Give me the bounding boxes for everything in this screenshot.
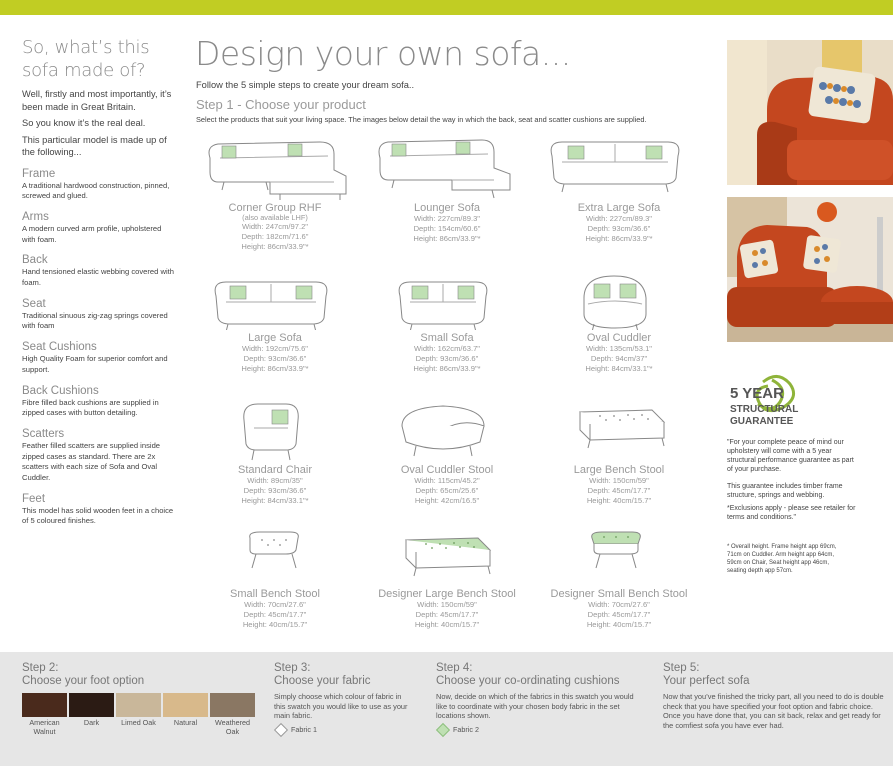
product-depth: Depth: 94cm/37" bbox=[590, 354, 648, 363]
product-width: Width: 70cm/27.6" bbox=[244, 600, 306, 609]
foot-option[interactable] bbox=[210, 693, 255, 736]
product-name: Lounger Sofa bbox=[413, 202, 481, 214]
wood-swatch bbox=[69, 693, 114, 717]
product-height: Height: 40cm/15.7" bbox=[586, 620, 652, 629]
product-height: Height: 86cm/33.9"* bbox=[241, 242, 309, 251]
product-name: Large Bench Stool bbox=[573, 464, 665, 476]
product-note: (also available LHF) bbox=[242, 213, 308, 222]
product-card[interactable] bbox=[190, 128, 360, 252]
guarantee-exclusions: *Exclusions apply - please see retailer for terms and conditions." bbox=[727, 505, 856, 522]
foot-option-label: Limed Oak bbox=[121, 718, 156, 727]
step1-description: Select the products that suit your living space. The images below detail the way in which the back, seat and scatter cushions are supplied. bbox=[196, 115, 647, 124]
corner-sofa-icon bbox=[195, 128, 355, 200]
product-depth: Depth: 154cm/60.6" bbox=[413, 224, 481, 233]
step5-title: Step 5: bbox=[663, 662, 700, 674]
steps-footer bbox=[0, 652, 893, 766]
product-card[interactable] bbox=[362, 268, 532, 374]
wood-swatch bbox=[163, 693, 208, 717]
material-section-title: Scatters bbox=[22, 427, 65, 440]
material-section-body: This model has solid wooden feet in a choice of 5 coloured finishes. bbox=[22, 505, 174, 526]
wood-swatch bbox=[22, 693, 67, 717]
product-width: Width: 70cm/27.6" bbox=[588, 600, 650, 609]
product-card[interactable] bbox=[190, 268, 360, 374]
wood-swatch bbox=[210, 693, 255, 717]
guarantee-structural-text: STRUCTURAL bbox=[730, 404, 799, 415]
product-depth: Depth: 65cm/25.6" bbox=[415, 486, 479, 495]
product-width: Width: 150cm/59" bbox=[417, 600, 477, 609]
material-section-body: High Quality Foam for superior comfort and support. bbox=[22, 354, 168, 374]
extra-large-sofa-icon bbox=[539, 128, 699, 200]
foot-option[interactable] bbox=[116, 693, 161, 736]
product-card[interactable] bbox=[534, 268, 704, 374]
material-section-body: Feather filled scatters are supplied inside zipped cases as standard. There are 2x scatters with each size of Sofa and Oval Cuddler. bbox=[22, 440, 161, 483]
step4-block bbox=[436, 662, 636, 735]
product-depth: Depth: 93cm/36.6" bbox=[587, 224, 651, 233]
designer-small-bench-stool-icon bbox=[539, 524, 699, 586]
product-card[interactable] bbox=[362, 396, 532, 506]
fabric1-option[interactable] bbox=[274, 725, 414, 735]
product-width: Width: 227cm/89.3" bbox=[585, 214, 652, 223]
large-sofa-icon bbox=[195, 268, 355, 330]
materials-column bbox=[22, 36, 174, 527]
product-name: Extra Large Sofa bbox=[577, 202, 661, 214]
product-height: Height: 40cm/15.7" bbox=[586, 496, 652, 505]
product-depth: Depth: 45cm/17.7" bbox=[587, 610, 651, 619]
material-section-title: Feet bbox=[22, 492, 46, 505]
product-width: Width: 247cm/97.2" bbox=[241, 222, 308, 231]
foot-option-label: Weathered Oak bbox=[214, 718, 251, 736]
material-section-title: Seat Cushions bbox=[22, 341, 97, 354]
intro-text: This particular model is made up of the following... bbox=[22, 134, 167, 157]
oval-cuddler-icon bbox=[539, 268, 699, 330]
product-height: Height: 84cm/33.1"* bbox=[241, 496, 309, 505]
material-section-title: Seat bbox=[22, 297, 46, 310]
oval-stool-icon bbox=[367, 396, 527, 462]
product-name: Corner Group RHF bbox=[228, 202, 322, 214]
foot-option-label: American Walnut bbox=[29, 718, 60, 736]
wood-swatch bbox=[116, 693, 161, 717]
product-height: Height: 86cm/33.9"* bbox=[413, 364, 481, 373]
step3-title: Step 3: bbox=[274, 662, 311, 674]
step5-block bbox=[663, 662, 885, 730]
step4-subtitle: Choose your co-ordinating cushions bbox=[436, 675, 620, 687]
small-bench-stool-icon bbox=[195, 524, 355, 586]
product-card[interactable] bbox=[534, 524, 704, 630]
materials-heading: So, what’s this sofa made of? bbox=[22, 37, 150, 81]
material-section-title: Back bbox=[22, 254, 48, 267]
product-depth: Depth: 93cm/36.6" bbox=[243, 486, 307, 495]
material-section-body: Traditional sinuous zig-zag springs covered with foam bbox=[22, 310, 168, 331]
guarantee-text: This guarantee includes timber frame structure, springs and webbing. bbox=[727, 483, 843, 500]
foot-option-label: Dark bbox=[83, 718, 100, 727]
product-name: Large Sofa bbox=[248, 332, 302, 344]
guarantee-guarantee-text: GUARANTEE bbox=[730, 416, 794, 427]
product-height: Height: 84cm/33.1"* bbox=[585, 364, 653, 373]
lounger-sofa-icon bbox=[367, 128, 527, 200]
product-depth: Depth: 45cm/17.7" bbox=[243, 610, 307, 619]
product-name: Designer Large Bench Stool bbox=[378, 588, 516, 600]
product-card[interactable] bbox=[534, 396, 704, 506]
step3-block bbox=[274, 662, 414, 735]
designer-large-bench-stool-icon bbox=[367, 524, 527, 586]
product-name: Oval Cuddler bbox=[586, 332, 652, 344]
product-height: Height: 40cm/15.7" bbox=[414, 620, 480, 629]
material-section-body: A modern curved arm profile, upholstered with foam. bbox=[22, 223, 162, 244]
step2-title: Step 2: bbox=[22, 662, 59, 674]
foot-option-label: Natural bbox=[173, 718, 198, 727]
product-height: Height: 42cm/16.5" bbox=[414, 496, 480, 505]
product-depth: Depth: 182cm/71.6" bbox=[241, 232, 309, 241]
product-depth: Depth: 45cm/17.7" bbox=[587, 486, 651, 495]
fabric2-option[interactable] bbox=[436, 725, 636, 735]
small-sofa-icon bbox=[367, 268, 527, 330]
sofa-photo bbox=[727, 40, 893, 185]
product-card[interactable] bbox=[534, 128, 704, 244]
guarantee-years-text: 5 YEAR bbox=[730, 385, 784, 402]
intro-text: Well, firstly and most importantly, it’s been made in Great Britain. bbox=[22, 89, 172, 112]
product-width: Width: 227cm/89.3" bbox=[413, 214, 480, 223]
height-footnote: * Overall height. Frame height app 69cm, 71cm on Cuddler. Arm height app 64cm, 59cm on Chair, Seat height app 46cm, seating depth app 57cm. bbox=[727, 544, 837, 574]
step5-description: Now that you’ve finished the tricky part, all you need to do is double check that you have specified your foot option and fabric choice. Once you have done that, you can sit back, relax and get ready for the comfiest sofa you have ever had. bbox=[663, 692, 884, 730]
fabric2-label: Fabric 2 bbox=[453, 725, 479, 734]
product-name: Small Bench Stool bbox=[230, 588, 320, 600]
large-bench-stool-icon bbox=[539, 396, 699, 462]
product-height: Height: 86cm/33.9"* bbox=[241, 364, 309, 373]
product-width: Width: 192cm/75.6" bbox=[241, 344, 308, 353]
standard-chair-icon bbox=[195, 396, 355, 462]
step3-description: Simply choose which colour of fabric in this swatch you would like to use as your main fabric. bbox=[274, 692, 408, 720]
material-section-body: A traditional hardwood construction, pinned, screwed and glued. bbox=[22, 180, 170, 201]
step1-heading: Step 1 - Choose your product bbox=[196, 97, 366, 112]
step4-description: Now, decide on which of the fabrics in this swatch you would like to coordinate with your chosen body fabric in the set locations shown. bbox=[436, 692, 634, 720]
product-name: Oval Cuddler Stool bbox=[400, 464, 494, 476]
product-name: Small Sofa bbox=[420, 332, 474, 344]
product-card[interactable] bbox=[190, 396, 360, 506]
product-height: Height: 40cm/15.7" bbox=[242, 620, 308, 629]
material-section-title: Back Cushions bbox=[22, 384, 99, 397]
material-section-body: Hand tensioned elastic webbing covered with foam. bbox=[22, 267, 174, 288]
product-height: Height: 86cm/33.9"* bbox=[585, 234, 653, 243]
page-title: Design your own sofa... bbox=[195, 34, 571, 73]
product-width: Width: 162cm/63.7" bbox=[413, 344, 480, 353]
product-width: Width: 89cm/35" bbox=[247, 476, 303, 485]
product-width: Width: 135cm/53.1" bbox=[585, 344, 652, 353]
page-subtitle: Follow the 5 simple steps to create your dream sofa.. bbox=[196, 80, 415, 90]
material-section-title: Frame bbox=[22, 167, 56, 180]
product-depth: Depth: 93cm/36.6" bbox=[243, 354, 307, 363]
product-card[interactable] bbox=[190, 524, 360, 630]
product-depth: Depth: 45cm/17.7" bbox=[415, 610, 479, 619]
product-card[interactable] bbox=[362, 524, 532, 630]
material-section-body: Fibre filled back cushions are supplied in zipped cases with button detailing. bbox=[22, 397, 159, 418]
material-section-title: Arms bbox=[22, 210, 49, 223]
foot-option[interactable] bbox=[163, 693, 208, 736]
product-card[interactable] bbox=[362, 128, 532, 244]
step2-subtitle: Choose your foot option bbox=[22, 675, 145, 687]
guarantee-badge bbox=[728, 374, 828, 434]
foot-option[interactable] bbox=[22, 693, 67, 736]
product-width: Width: 115cm/45.2" bbox=[414, 476, 480, 485]
product-width: Width: 150cm/59" bbox=[589, 476, 649, 485]
product-depth: Depth: 93cm/36.6" bbox=[415, 354, 479, 363]
fabric1-label: Fabric 1 bbox=[291, 725, 317, 734]
product-name: Designer Small Bench Stool bbox=[550, 588, 688, 600]
intro-text: So you know it’s the real deal. bbox=[22, 118, 146, 128]
foot-option[interactable] bbox=[69, 693, 114, 736]
fabric1-swatch-icon bbox=[274, 722, 288, 736]
step4-title: Step 4: bbox=[436, 662, 473, 674]
step3-subtitle: Choose your fabric bbox=[274, 675, 371, 687]
guarantee-text: "For your complete peace of mind our upholstery will come with a 5 year structural performance guarantee as part of your purchase. bbox=[727, 439, 854, 474]
chair-stool-photo bbox=[727, 197, 893, 342]
product-height: Height: 86cm/33.9"* bbox=[413, 234, 481, 243]
step2-block bbox=[22, 662, 252, 736]
top-accent-bar bbox=[0, 0, 893, 15]
product-name: Standard Chair bbox=[238, 464, 312, 476]
fabric2-swatch-icon bbox=[436, 722, 450, 736]
step5-subtitle: Your perfect sofa bbox=[663, 675, 750, 687]
